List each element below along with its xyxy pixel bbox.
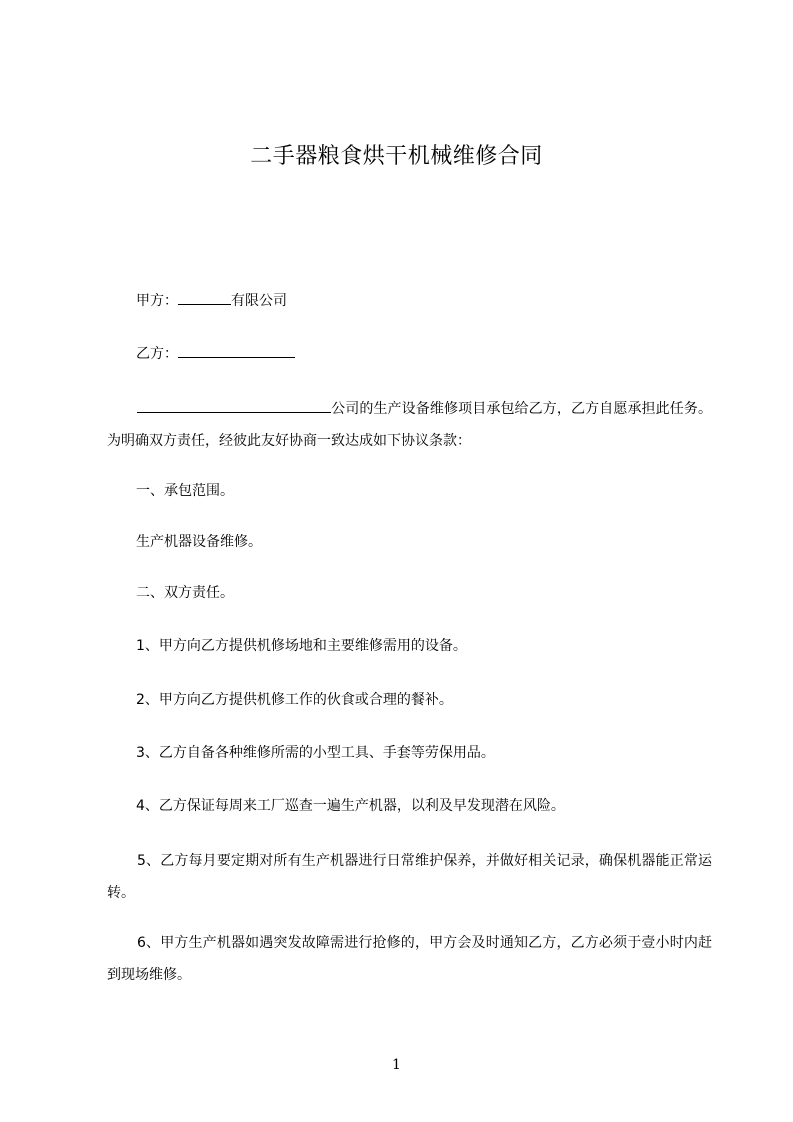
party-b-line — [107, 340, 741, 368]
intro-text: 公司的生产设备维修项目承包给乙方，乙方自愿承担此任务。为明确双方责任，经彼此友好协商一致达成如下协议条款： — [107, 401, 712, 449]
clause-item: 6、甲方生产机器如遇突发故障需进行抢修的，甲方会及时通知乙方，乙方必须于壹小时内赶到现场维修。 — [107, 935, 712, 983]
party-a-suffix: 有限公司 — [231, 293, 287, 309]
party-b-blank — [178, 343, 295, 358]
clause-item: 2、甲方向乙方提供机修工作的伙食或合理的餐补。 — [136, 692, 453, 708]
clause-item: 3、乙方自备各种维修所需的小型工具、手套等劳保用品。 — [136, 745, 495, 761]
clause-item: 4、乙方保证每周来工厂巡查一遍生产机器，以利及早发现潜在风险。 — [136, 798, 565, 814]
intro-paragraph — [107, 393, 712, 457]
company-name-blank — [137, 398, 331, 413]
section-1-heading: 一、承包范围。 — [136, 483, 234, 499]
page-number: 1 — [392, 1057, 401, 1073]
party-b-label: 乙方： — [136, 346, 178, 362]
clause-item: 1、甲方向乙方提供机修场地和主要维修需用的设备。 — [136, 638, 467, 654]
party-a-blank — [178, 290, 231, 305]
section-1-body: 生产机器设备维修。 — [136, 534, 262, 550]
party-a-line — [107, 287, 741, 315]
document-title: 二手器粮食烘干机械维修合同 — [250, 144, 543, 169]
party-a-label: 甲方： — [136, 293, 178, 309]
section-2-heading: 二、双方责任。 — [136, 585, 234, 601]
clause-item: 5、乙方每月要定期对所有生产机器进行日常维护保养，并做好相关记录，确保机器能正常运转。 — [107, 853, 712, 901]
